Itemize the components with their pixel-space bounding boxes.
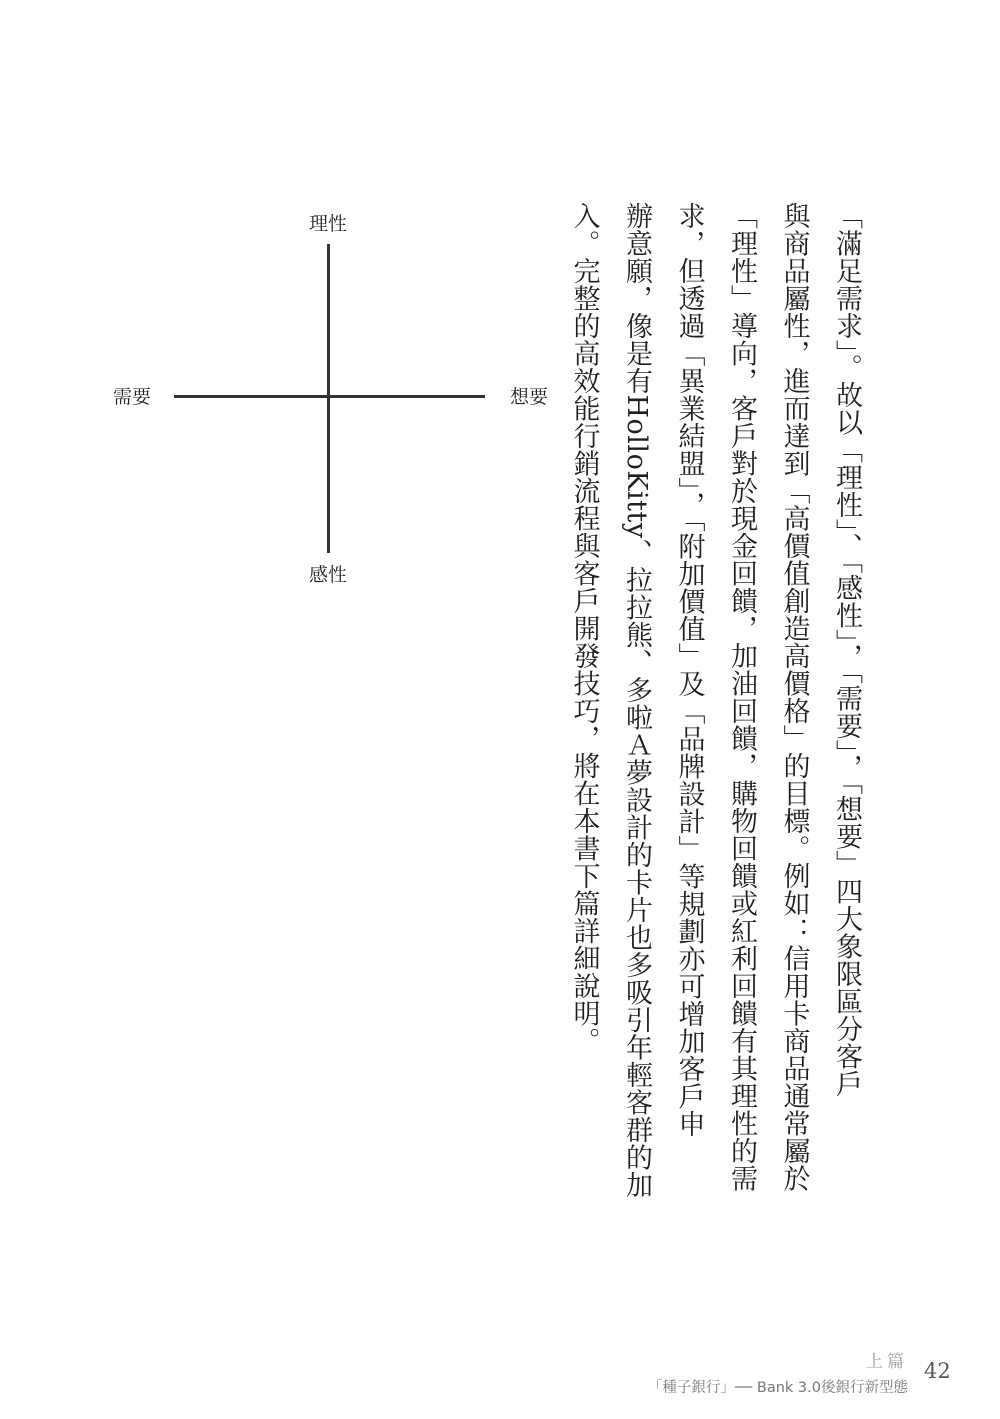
axis-label-bottom: 感性 xyxy=(309,564,348,586)
text-column: 辦意願，像是有HolloKitty、拉拉熊、多啦Ａ夢設計的卡片也多吸引年輕客群的加 xyxy=(621,202,652,1199)
body-paragraph xyxy=(557,202,872,1232)
axis-label-top: 理性 xyxy=(309,213,348,235)
vertical-axis-line xyxy=(327,244,330,553)
quadrant-diagram xyxy=(100,200,560,600)
text-column: 入。完整的高效能行銷流程與客戶開發技巧，將在本書下篇詳細說明。 xyxy=(568,202,600,1055)
text-column: 「理性」導向，客戶對於現金回饋，加油回饋，購物回饋或紅利回饋有其理性的需 xyxy=(726,202,757,1192)
running-header-book-title: 「種子銀行」── Bank 3.0後銀行新型態 xyxy=(647,1380,908,1396)
axis-label-left: 需要 xyxy=(113,386,152,408)
text-column: 求，但透過「異業結盟」，「附加價值」及「品牌設計」等規劃亦可增加客戶申 xyxy=(673,202,705,1138)
text-column: 「滿足需求」。故以「理性」、「感性」，「需要」，「想要」四大象限區分客戶 xyxy=(831,202,862,1098)
text-column: 與商品屬性，進而達到「高價值創造高價格」的目標。例如：信用卡商品通常屬於 xyxy=(778,202,810,1192)
axis-label-right: 想要 xyxy=(510,386,549,408)
horizontal-axis-line xyxy=(174,395,485,398)
running-header-section: 上篇 xyxy=(866,1352,908,1372)
page-number: 42 xyxy=(924,1359,951,1383)
